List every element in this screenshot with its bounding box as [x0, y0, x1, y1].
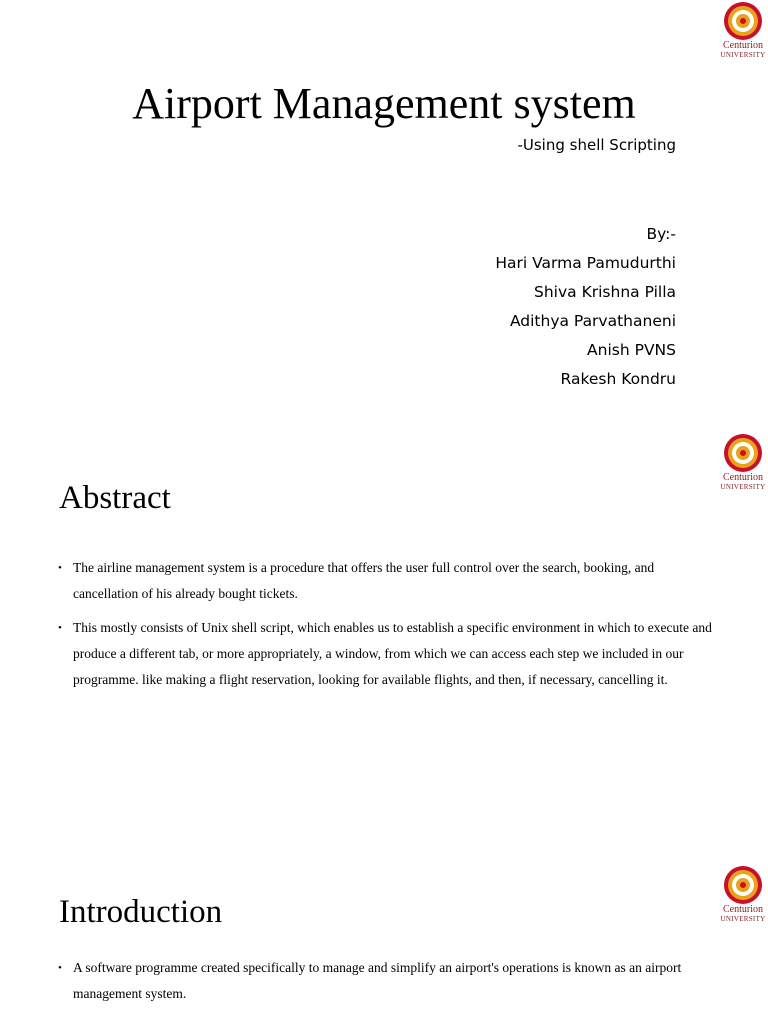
logo-name: Centurion	[723, 40, 763, 51]
presentation-title: Airport Management system	[132, 79, 636, 128]
introduction-slide	[0, 864, 768, 1024]
university-emblem-icon	[720, 0, 766, 42]
author-name: Hari Varma Pamudurthi	[495, 254, 676, 272]
author-list	[495, 220, 676, 394]
bullet-item: • The airline management system is a procedure that offers the user full control over the search, booking, and cancellation of his already bought tickets.	[58, 555, 718, 607]
logo-name: Centurion	[723, 904, 763, 915]
logo-subname: UNIVERSITY	[720, 51, 766, 59]
presentation-subtitle: -Using shell Scripting	[517, 136, 676, 154]
university-emblem-icon	[720, 864, 766, 906]
author-name: Rakesh Kondru	[560, 370, 676, 388]
logo-name: Centurion	[723, 472, 763, 483]
bullet-item: • A software programme created specifically to manage and simplify an airport's operations is known as an airport management system.	[58, 955, 718, 1007]
abstract-slide	[0, 432, 768, 864]
author-name: Adithya Parvathaneni	[509, 312, 676, 330]
university-logo	[720, 0, 766, 64]
by-label: By:-	[646, 225, 676, 243]
author-name: Shiva Krishna Pilla	[534, 283, 676, 301]
author-name: Anish PVNS	[587, 341, 676, 359]
bullet-item: • This mostly consists of Unix shell script, which enables us to establish a specific environment in which to execute and produce a different tab, or more appropriately, a window, from which we can access each step we included in our programme. like making a flight reservation, looking for available flights, and then, if necessary, cancelling it.	[58, 615, 718, 693]
university-logo	[720, 432, 766, 496]
bullet-list	[58, 955, 718, 1015]
section-heading: Introduction	[59, 894, 223, 930]
title-slide	[0, 0, 768, 432]
logo-subname: UNIVERSITY	[720, 915, 766, 923]
section-heading: Abstract	[59, 480, 171, 516]
bullet-list	[58, 555, 718, 701]
logo-subname: UNIVERSITY	[720, 483, 766, 491]
university-emblem-icon	[720, 432, 766, 474]
university-logo	[720, 864, 766, 928]
